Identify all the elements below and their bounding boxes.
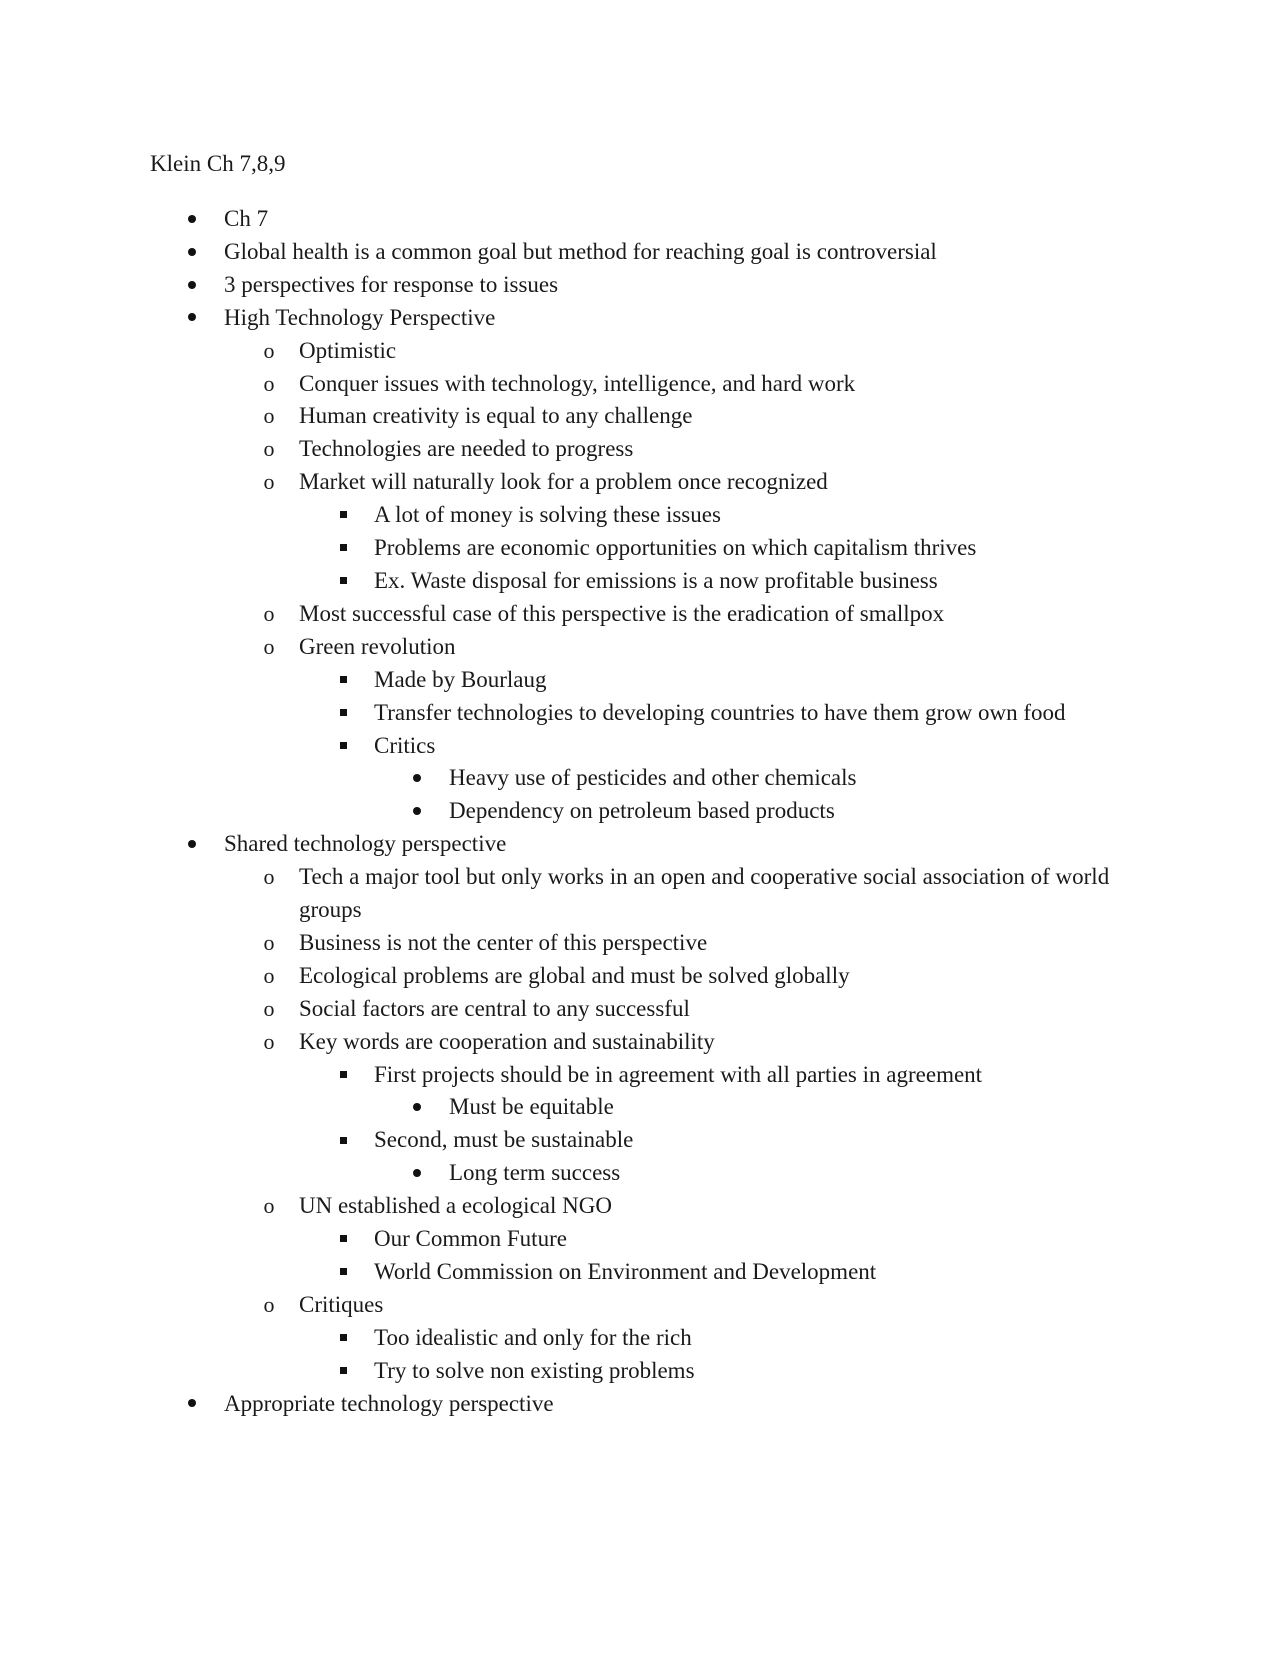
outline-item-text: Green revolution xyxy=(299,633,456,659)
outline-item-level-4 xyxy=(0,762,1280,795)
outline-item-text: Appropriate technology perspective xyxy=(224,1390,554,1416)
outline-item-level-2 xyxy=(0,960,1280,993)
outline-item-level-3 xyxy=(0,532,1280,565)
bullet-circle-icon: o xyxy=(263,337,275,363)
bullet-square-icon xyxy=(331,1059,355,1092)
bullet-circle-icon: o xyxy=(263,1193,275,1219)
outline-item-level-2 xyxy=(0,400,1280,433)
bullet-circle-icon: o xyxy=(263,469,275,495)
outline-item-level-2 xyxy=(0,631,1280,664)
bullet-circle-icon: o xyxy=(263,929,275,955)
outline-item-level-1 xyxy=(0,269,1280,302)
outline-item-level-2 xyxy=(0,433,1280,466)
bullet-square-icon xyxy=(331,565,355,598)
outline-item-level-3 xyxy=(0,1256,1280,1289)
outline-item-text: Ex. Waste disposal for emissions is a now profitable business xyxy=(374,567,938,593)
outline-item-text: Try to solve non existing problems xyxy=(374,1357,695,1383)
outline-item-level-2 xyxy=(0,927,1280,960)
bullet-square-icon xyxy=(331,1223,355,1256)
outline-item-level-2 xyxy=(0,598,1280,631)
outline-item-level-1 xyxy=(0,203,1280,236)
outline-item-text: Critics xyxy=(374,732,436,758)
bullet-circle-icon: o xyxy=(263,600,275,626)
outline-item-text: Dependency on petroleum based products xyxy=(449,798,835,824)
outline-item-text: Global health is a common goal but method for reaching goal is controversial xyxy=(224,238,937,264)
bullet-square-icon xyxy=(331,532,355,565)
outline-item-level-3 xyxy=(0,1059,1280,1092)
outline-item-level-2 xyxy=(0,861,1280,927)
outline-item-level-1 xyxy=(0,1388,1280,1421)
outline-item-text: Shared technology perspective xyxy=(224,831,507,857)
outline-item-level-3 xyxy=(0,499,1280,532)
bullet-outline xyxy=(0,203,1280,1421)
outline-item-level-2 xyxy=(0,1289,1280,1322)
outline-item-text: Heavy use of pesticides and other chemicals xyxy=(449,765,857,791)
outline-item-level-4 xyxy=(0,1157,1280,1190)
outline-item-level-3 xyxy=(0,664,1280,697)
bullet-dot-icon xyxy=(180,269,204,302)
outline-item-level-1 xyxy=(0,828,1280,861)
outline-item-level-3 xyxy=(0,1355,1280,1388)
outline-item-text: High Technology Perspective xyxy=(224,304,496,330)
outline-item-level-3 xyxy=(0,730,1280,763)
outline-item-text: UN established a ecological NGO xyxy=(299,1193,612,1219)
bullet-square-icon xyxy=(331,730,355,763)
bullet-circle-icon: o xyxy=(263,962,275,988)
bullet-circle-icon: o xyxy=(263,633,275,659)
outline-item-text: Ch 7 xyxy=(224,206,269,231)
bullet-square-icon xyxy=(331,499,355,532)
outline-item-level-3 xyxy=(0,1124,1280,1157)
bullet-dot-icon xyxy=(180,236,204,269)
outline-item-text: Key words are cooperation and sustainability xyxy=(299,1028,715,1054)
outline-item-text: Our Common Future xyxy=(374,1226,567,1252)
outline-item-text: First projects should be in agreement with all parties in agreement xyxy=(374,1061,983,1087)
outline-item-text: Social factors are central to any successful xyxy=(299,995,690,1021)
bullet-dot-icon xyxy=(180,302,204,335)
outline-item-level-2 xyxy=(0,1026,1280,1059)
outline-item-text: Human creativity is equal to any challenge xyxy=(299,403,693,429)
outline-item-level-3 xyxy=(0,1322,1280,1355)
outline-item-level-4 xyxy=(0,1091,1280,1124)
bullet-dot-icon xyxy=(180,203,204,236)
outline-item-text: Tech a major tool but only works in an open and cooperative social association of world groups xyxy=(299,864,1110,923)
bullet-circle-icon: o xyxy=(263,436,275,462)
bullet-dot-icon xyxy=(405,1091,429,1124)
bullet-square-icon xyxy=(331,1124,355,1157)
outline-item-level-1 xyxy=(0,302,1280,335)
outline-item-text: Second, must be sustainable xyxy=(374,1127,634,1153)
bullet-dot-icon xyxy=(405,762,429,795)
bullet-circle-icon: o xyxy=(263,864,275,890)
outline-item-text: Ecological problems are global and must be solved globally xyxy=(299,962,850,988)
outline-item-text: Must be equitable xyxy=(449,1094,614,1120)
bullet-dot-icon xyxy=(180,1388,204,1421)
bullet-square-icon xyxy=(331,1355,355,1388)
bullet-circle-icon: o xyxy=(263,1028,275,1054)
outline-item-level-2 xyxy=(0,466,1280,499)
outline-item-level-3 xyxy=(0,565,1280,598)
outline-item-level-1 xyxy=(0,236,1280,269)
bullet-circle-icon: o xyxy=(263,370,275,396)
outline-item-level-2 xyxy=(0,335,1280,368)
outline-item-level-3 xyxy=(0,1223,1280,1256)
outline-item-text: Transfer technologies to developing countries to have them grow own food xyxy=(374,699,1066,725)
outline-item-text: Optimistic xyxy=(299,337,397,363)
outline-item-level-2 xyxy=(0,368,1280,401)
outline-item-text: Problems are economic opportunities on which capitalism thrives xyxy=(374,535,977,561)
outline-item-text: Technologies are needed to progress xyxy=(299,436,634,462)
document-title: Klein Ch 7,8,9 xyxy=(150,151,286,176)
outline-item-text: Conquer issues with technology, intelligence, and hard work xyxy=(299,370,856,396)
outline-item-text: Too idealistic and only for the rich xyxy=(374,1324,692,1350)
outline-item-text: Long term success xyxy=(449,1160,621,1186)
outline-item-level-4 xyxy=(0,795,1280,828)
outline-item-text: World Commission on Environment and Development xyxy=(374,1259,877,1284)
bullet-square-icon xyxy=(331,1256,355,1289)
bullet-square-icon xyxy=(331,664,355,697)
bullet-dot-icon xyxy=(405,795,429,828)
outline-item-text: Most successful case of this perspective is the eradication of smallpox xyxy=(299,600,945,626)
outline-item-level-2 xyxy=(0,993,1280,1026)
bullet-circle-icon: o xyxy=(263,403,275,429)
outline-item-text: Business is not the center of this perspective xyxy=(299,929,708,955)
outline-item-text: Made by Bourlaug xyxy=(374,666,547,692)
outline-item-text: Critiques xyxy=(299,1291,384,1317)
bullet-square-icon xyxy=(331,697,355,730)
outline-item-text: A lot of money is solving these issues xyxy=(374,502,721,528)
outline-item-level-3 xyxy=(0,697,1280,730)
bullet-dot-icon xyxy=(180,828,204,861)
bullet-dot-icon xyxy=(405,1157,429,1190)
outline-item-text: Market will naturally look for a problem once recognized xyxy=(299,469,828,495)
bullet-circle-icon: o xyxy=(263,995,275,1021)
outline-item-text: 3 perspectives for response to issues xyxy=(224,271,559,297)
bullet-square-icon xyxy=(331,1322,355,1355)
outline-item-level-2 xyxy=(0,1190,1280,1223)
bullet-circle-icon: o xyxy=(263,1291,275,1317)
